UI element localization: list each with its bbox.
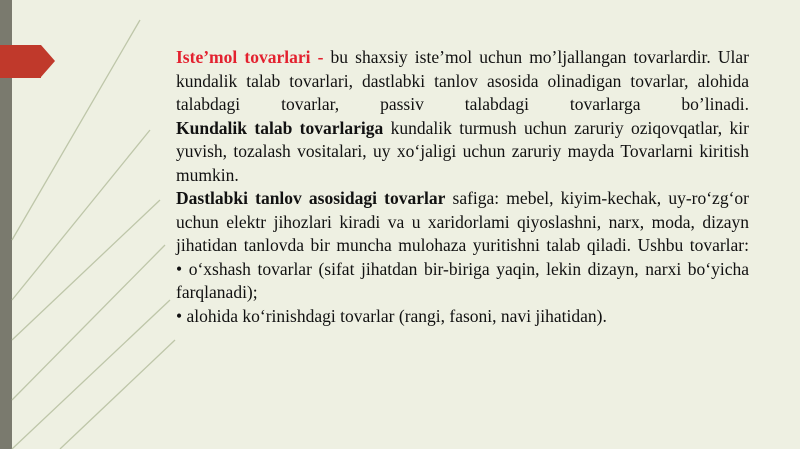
paragraph-consumer-goods xyxy=(176,46,749,117)
paragraph-daily-goods xyxy=(176,117,749,188)
bullet-distinct-goods: • alohida ko‘rinishdagi tovarlar (rangi, fasoni, navi jihatidan). xyxy=(176,305,607,326)
slide-text xyxy=(176,46,749,328)
definition-preselection-goods: safiga: mebel, kiyim-kechak, uy-ro‘zg‘or uchun elektr jihozlari kiradi va u xaridorlami qiyoslashni, narx, moda, dizayn jihatidan tanlovda bir muncha mulohaza yuritishni talab qiladi. Ushbu tovarlar: xyxy=(176,188,749,255)
definition-daily-goods: kundalik turmush uchun zaruriy oziqovqatlar, kir yuvish, tozalash vositalari, uy xo‘jaligi uchun zaruriy mayda Tovarlarni kiritish mumkin. xyxy=(176,117,749,185)
term-preselection-goods: Dastlabki tanlov asosidagi tovarlar xyxy=(176,188,446,208)
term-daily-goods: Kundalik talab tovarlariga xyxy=(176,117,384,138)
definition-consumer-goods: bu shaxsiy iste’mol uchun mo’ljallangan tovarlardir. Ular kundalik talab tovarlari, dastlabki tanlov asosida olinadigan tovarlar, alohida talabdagi tovarlar, passiv talabdagi tovarlarga bo’linadi. xyxy=(176,47,750,114)
term-consumer-goods: Iste’mol tovarlari - xyxy=(176,47,324,67)
bullet-similar-goods: • o‘xshash tovarlar (sifat jihatdan bir-biriga yaqin, lekin dizayn, narxi bo‘yicha farqlanadi); xyxy=(176,258,749,302)
paragraph-preselection-goods xyxy=(176,187,749,258)
